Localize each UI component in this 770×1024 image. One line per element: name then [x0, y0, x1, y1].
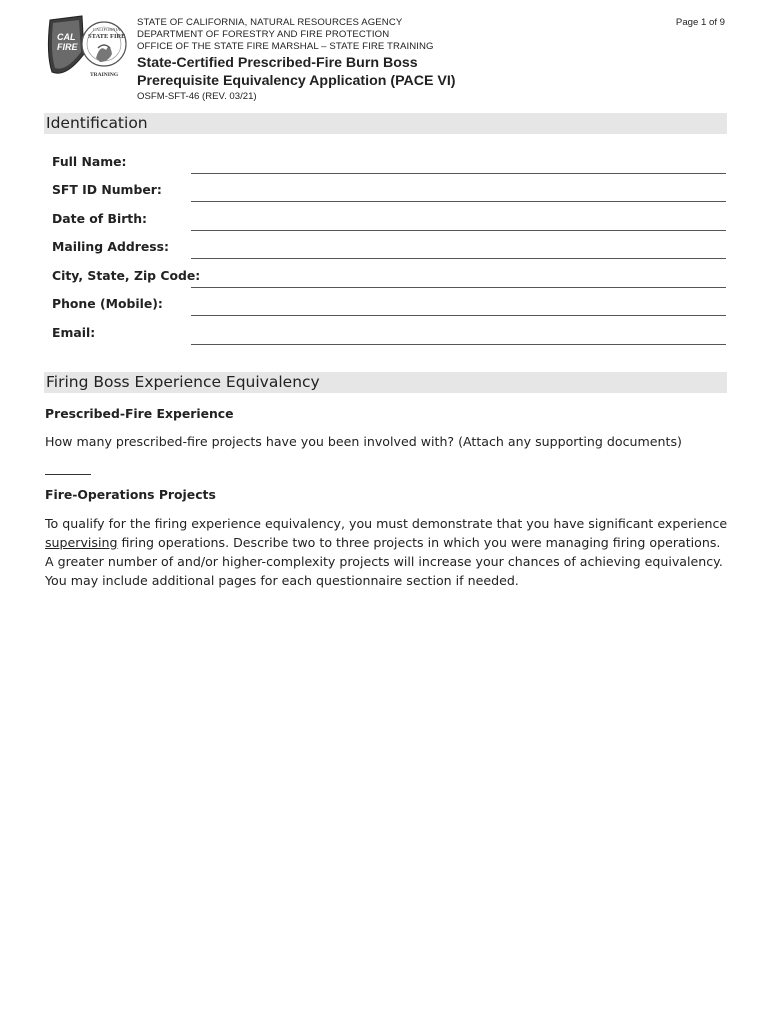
agency-line: DEPARTMENT OF FORESTRY AND FIRE PROTECTION [137, 28, 390, 40]
agency-line: STATE OF CALIFORNIA, NATURAL RESOURCES AGENCY [137, 17, 403, 28]
logo-text-fire: FIRE [57, 42, 78, 52]
logo-text-training: TRAINING [90, 72, 119, 78]
prescribed-fire-subheading: Prescribed-Fire Experience [45, 406, 234, 421]
identification-heading: Identification [46, 114, 148, 132]
field-label: SFT ID Number: [52, 182, 162, 197]
page-number: Page 1 of 9 [675, 17, 725, 28]
phone-input-line[interactable] [191, 315, 726, 316]
identification-section-bar [44, 113, 727, 134]
logo-text-state-fire: STATE FIRE [88, 33, 126, 40]
firing-boss-heading: Firing Boss Experience Equivalency [46, 373, 320, 391]
field-label: Date of Birth: [52, 211, 148, 226]
field-phone-mobile[interactable] [52, 294, 726, 316]
logo-text-cal: CAL [57, 32, 76, 42]
fire-operations-subheading: Fire-Operations Projects [45, 487, 216, 502]
cal-fire-state-fire-training-logo [44, 14, 128, 80]
form-title-line-1: State-Certified Prescribed-Fire Burn Boss [137, 55, 418, 71]
logo-graphic [44, 14, 128, 80]
field-label: Email: [52, 325, 96, 340]
city-state-zip-input-line[interactable] [191, 287, 726, 288]
fire-operations-text-part1: To qualify for the firing experience equivalency, you must demonstrate that you have significant experience [45, 516, 728, 531]
form-title [137, 55, 456, 90]
agency-line: OFFICE OF THE STATE FIRE MARSHAL – STATE FIRE TRAINING [137, 40, 434, 52]
field-email[interactable] [52, 323, 726, 345]
field-date-of-birth[interactable] [52, 209, 726, 231]
field-label: City, State, Zip Code: [52, 268, 201, 283]
field-full-name[interactable] [52, 152, 726, 174]
full-name-input-line[interactable] [191, 173, 726, 174]
field-mailing-address[interactable] [52, 237, 726, 259]
firing-boss-section-bar [44, 372, 727, 393]
sft-id-input-line[interactable] [191, 201, 726, 202]
email-input-line[interactable] [191, 344, 726, 345]
prescribed-fire-question: How many prescribed-fire projects have you been involved with? (Attach any supporting documents) [45, 434, 682, 449]
field-label: Mailing Address: [52, 239, 169, 254]
field-sft-id-number[interactable] [52, 180, 726, 202]
form-code: OSFM-SFT-46 (REV. 03/21) [137, 91, 257, 102]
fire-operations-text-part2: firing operations. Describe two to three projects in which you were managing firing operations. A greater number of and/or higher-complexity projects will increase your chances of achieving equivalency. You may include additional pages for each questionnaire section if needed. [45, 535, 723, 588]
fire-operations-underlined-word: supervising [45, 535, 118, 550]
agency-lines [137, 17, 434, 52]
field-city-state-zip[interactable] [52, 266, 726, 288]
prescribed-fire-count-answer-line[interactable] [45, 474, 91, 475]
logo-text-california: CALIFORNIA [93, 27, 121, 32]
field-label: Phone (Mobile): [52, 296, 163, 311]
form-title-line-2: Prerequisite Equivalency Application (PACE VI) [137, 72, 456, 89]
fire-operations-paragraph [45, 514, 730, 590]
field-label: Full Name: [52, 154, 127, 169]
mailing-address-input-line[interactable] [191, 258, 726, 259]
date-of-birth-input-line[interactable] [191, 230, 726, 231]
